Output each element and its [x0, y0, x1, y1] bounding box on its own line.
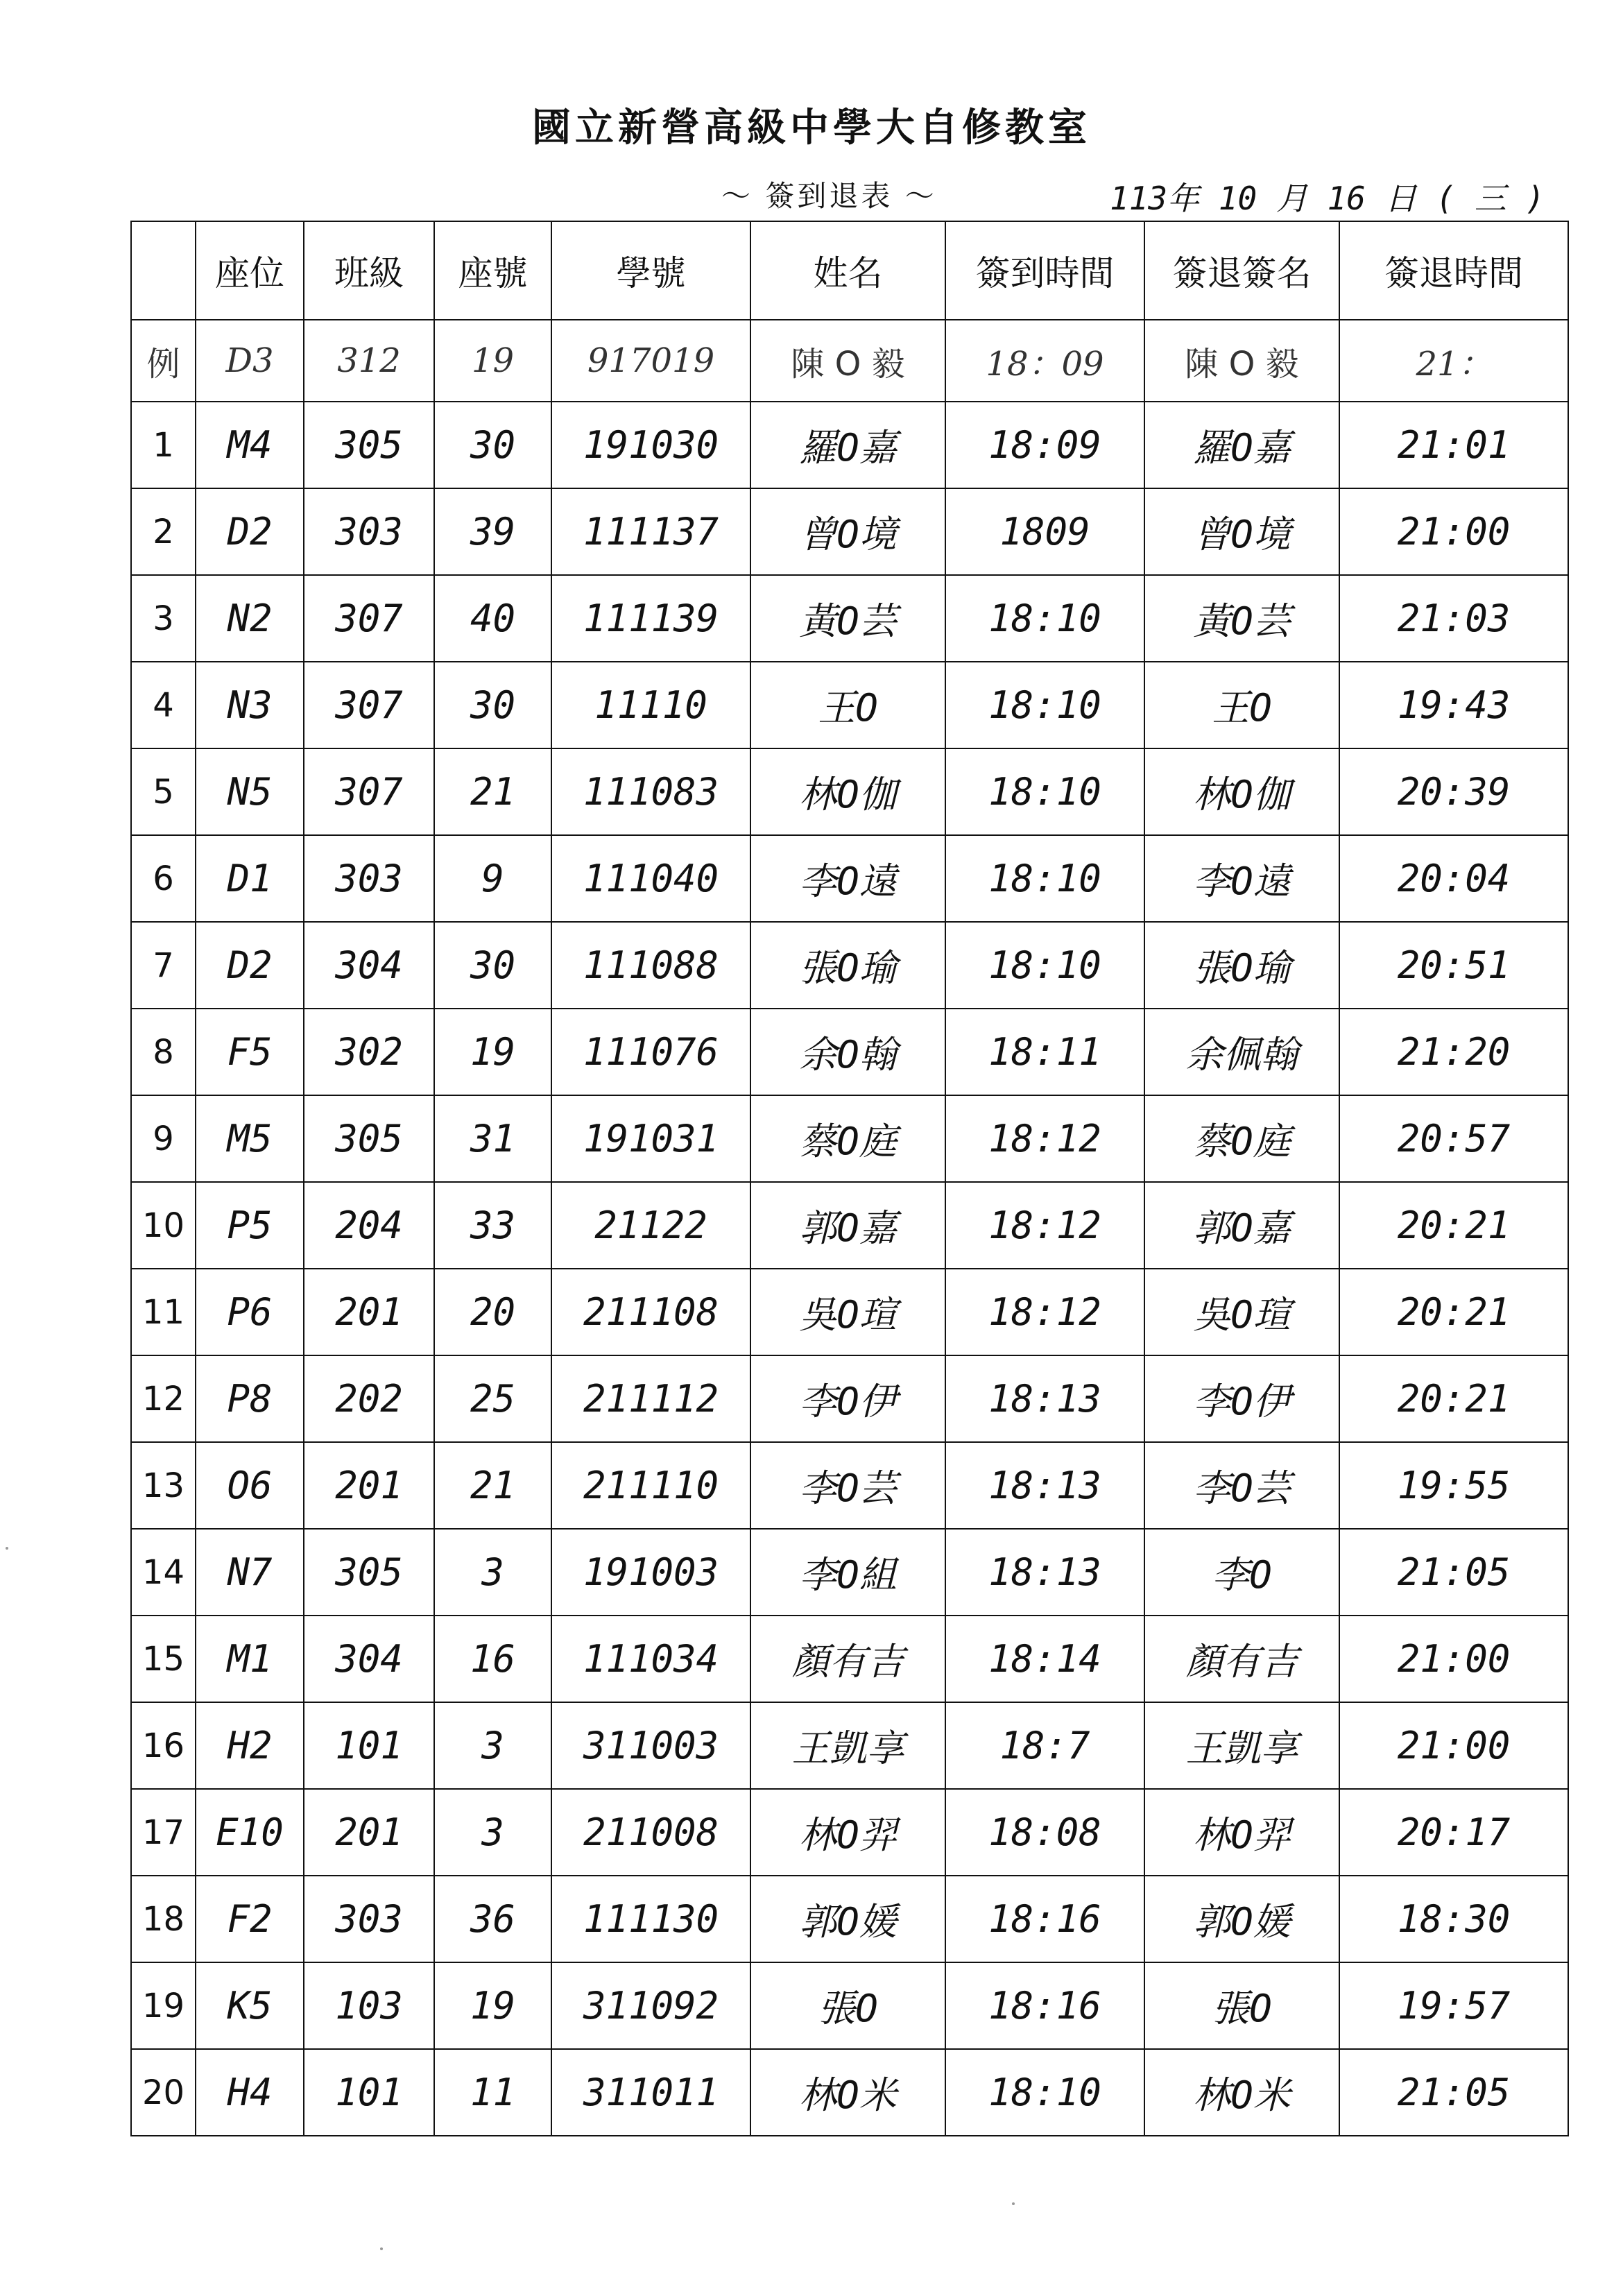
class-cell: 304	[304, 922, 434, 1009]
student-id-cell: 111137	[551, 488, 750, 575]
student-id-cell: 311003	[551, 1702, 750, 1789]
class-cell: 302	[304, 1009, 434, 1095]
sign-out-signature-cell: 余佩翰	[1144, 1009, 1339, 1095]
example-row	[131, 320, 1568, 402]
row-index: 16	[131, 1702, 196, 1789]
seat-cell: P8	[196, 1355, 304, 1442]
sign-in-time-cell: 18:13	[945, 1355, 1144, 1442]
sign-out-time-cell: 21:05	[1339, 1529, 1568, 1616]
header-student-id: 學號	[551, 221, 750, 320]
sign-in-time-cell: 18:16	[945, 1876, 1144, 1962]
table-row	[131, 1355, 1568, 1442]
form-subtitle: ～ 簽到退表 ～	[721, 179, 937, 213]
table-row	[131, 1702, 1568, 1789]
class-cell: 307	[304, 748, 434, 835]
seat-cell: N2	[196, 575, 304, 662]
row-index: 1	[131, 402, 196, 488]
sign-out-time-cell: 21:03	[1339, 575, 1568, 662]
seat-cell: E10	[196, 1789, 304, 1876]
student-id-cell: 111076	[551, 1009, 750, 1095]
seat-number-cell: 3	[434, 1529, 551, 1616]
seat-number-cell: 25	[434, 1355, 551, 1442]
sign-out-signature-cell: 李O	[1144, 1529, 1339, 1616]
row-index: 15	[131, 1616, 196, 1702]
class-cell: 307	[304, 575, 434, 662]
name-cell: 林O伽	[750, 748, 945, 835]
seat-cell: D2	[196, 922, 304, 1009]
seat-cell: D1	[196, 835, 304, 922]
student-id-cell: 311092	[551, 1962, 750, 2049]
header-sign-out-time: 簽退時間	[1339, 221, 1568, 320]
sign-out-time-cell: 21:00	[1339, 488, 1568, 575]
sign-out-time-cell: 20:51	[1339, 922, 1568, 1009]
name-cell: 林O米	[750, 2049, 945, 2136]
sign-out-signature-cell: 李O芸	[1144, 1442, 1339, 1529]
name-cell: 余O翰	[750, 1009, 945, 1095]
sign-out-time-cell: 20:21	[1339, 1355, 1568, 1442]
class-cell: 202	[304, 1355, 434, 1442]
seat-number-cell: 9	[434, 835, 551, 922]
header-seat-number: 座號	[434, 221, 551, 320]
row-index: 10	[131, 1182, 196, 1269]
sign-out-time-cell: 21:01	[1339, 402, 1568, 488]
sign-in-time-cell: 18:10	[945, 2049, 1144, 2136]
seat-number-cell: 3	[434, 1789, 551, 1876]
seat-number-cell: 19	[434, 1009, 551, 1095]
seat-number-cell: 20	[434, 1269, 551, 1355]
seat-cell: M5	[196, 1095, 304, 1182]
seat-cell: F5	[196, 1009, 304, 1095]
seat-number-cell: 39	[434, 488, 551, 575]
sign-out-signature-cell: 羅O嘉	[1144, 402, 1339, 488]
seat-number-cell: 16	[434, 1616, 551, 1702]
sign-out-signature-cell: 林O羿	[1144, 1789, 1339, 1876]
table-row	[131, 575, 1568, 662]
sign-out-time-cell: 21:00	[1339, 1616, 1568, 1702]
header-name: 姓名	[750, 221, 945, 320]
class-cell: 201	[304, 1442, 434, 1529]
seat-cell: H4	[196, 2049, 304, 2136]
student-id-cell: 211108	[551, 1269, 750, 1355]
class-cell: 201	[304, 1269, 434, 1355]
sign-out-time-cell: 21:00	[1339, 1702, 1568, 1789]
seat-cell: N3	[196, 662, 304, 748]
sign-out-signature-cell: 李O遠	[1144, 835, 1339, 922]
header-class: 班級	[304, 221, 434, 320]
seat-cell: M1	[196, 1616, 304, 1702]
table-row	[131, 922, 1568, 1009]
sign-out-signature-cell: 張O	[1144, 1962, 1339, 2049]
sign-out-time-cell: 19:43	[1339, 662, 1568, 748]
table-row	[131, 1182, 1568, 1269]
sign-out-signature-cell: 李O伊	[1144, 1355, 1339, 1442]
header-row	[131, 221, 1568, 320]
row-index: 19	[131, 1962, 196, 2049]
header-index	[131, 221, 196, 320]
sign-out-signature-cell: 郭O嘉	[1144, 1182, 1339, 1269]
table-row	[131, 835, 1568, 922]
sign-out-time-cell: 19:57	[1339, 1962, 1568, 2049]
row-index: 5	[131, 748, 196, 835]
student-id-cell: 11110	[551, 662, 750, 748]
table-row	[131, 1789, 1568, 1876]
example-seat-number: 19	[434, 320, 551, 402]
sign-in-time-cell: 18:08	[945, 1789, 1144, 1876]
sign-in-time-cell: 18:12	[945, 1269, 1144, 1355]
scan-speck	[380, 2247, 383, 2250]
class-cell: 304	[304, 1616, 434, 1702]
student-id-cell: 191030	[551, 402, 750, 488]
name-cell: 吳O瑄	[750, 1269, 945, 1355]
student-id-cell: 111083	[551, 748, 750, 835]
sign-out-signature-cell: 王O	[1144, 662, 1339, 748]
seat-cell: K5	[196, 1962, 304, 2049]
example-seat: D3	[196, 320, 304, 402]
class-cell: 101	[304, 2049, 434, 2136]
sign-out-signature-cell: 張O瑜	[1144, 922, 1339, 1009]
row-index: 14	[131, 1529, 196, 1616]
table-row	[131, 1529, 1568, 1616]
seat-cell: F2	[196, 1876, 304, 1962]
class-cell: 204	[304, 1182, 434, 1269]
example-sign-in-time: 18：09	[945, 320, 1144, 402]
sign-out-time-cell: 20:21	[1339, 1269, 1568, 1355]
sign-out-signature-cell: 王凱享	[1144, 1702, 1339, 1789]
table-row	[131, 2049, 1568, 2136]
name-cell: 李O芸	[750, 1442, 945, 1529]
student-id-cell: 311011	[551, 2049, 750, 2136]
class-cell: 307	[304, 662, 434, 748]
sign-out-time-cell: 20:21	[1339, 1182, 1568, 1269]
seat-number-cell: 19	[434, 1962, 551, 2049]
scan-speck	[6, 1547, 8, 1550]
sign-out-time-cell: 20:57	[1339, 1095, 1568, 1182]
class-cell: 303	[304, 488, 434, 575]
example-sign-out-signature: 陳 O 毅	[1144, 320, 1339, 402]
student-id-cell: 111040	[551, 835, 750, 922]
sign-in-time-cell: 18:10	[945, 748, 1144, 835]
scan-speck	[1012, 2202, 1015, 2205]
sign-in-time-cell: 1809	[945, 488, 1144, 575]
sign-out-signature-cell: 郭O媛	[1144, 1876, 1339, 1962]
row-index: 3	[131, 575, 196, 662]
student-id-cell: 211008	[551, 1789, 750, 1876]
sign-in-time-cell: 18:13	[945, 1529, 1144, 1616]
name-cell: 林O羿	[750, 1789, 945, 1876]
sign-out-signature-cell: 曾O境	[1144, 488, 1339, 575]
sign-in-time-cell: 18:12	[945, 1095, 1144, 1182]
class-cell: 305	[304, 402, 434, 488]
sign-in-time-cell: 18:10	[945, 922, 1144, 1009]
example-class: 312	[304, 320, 434, 402]
seat-number-cell: 21	[434, 748, 551, 835]
row-index: 12	[131, 1355, 196, 1442]
class-cell: 305	[304, 1095, 434, 1182]
header-sign-out-signature: 簽退簽名	[1144, 221, 1339, 320]
student-id-cell: 111139	[551, 575, 750, 662]
sign-in-time-cell: 18:09	[945, 402, 1144, 488]
sign-out-signature-cell: 林O伽	[1144, 748, 1339, 835]
class-cell: 201	[304, 1789, 434, 1876]
student-id-cell: 21122	[551, 1182, 750, 1269]
header-sign-in-time: 簽到時間	[945, 221, 1144, 320]
student-id-cell: 191003	[551, 1529, 750, 1616]
seat-number-cell: 30	[434, 662, 551, 748]
row-index: 7	[131, 922, 196, 1009]
seat-cell: H2	[196, 1702, 304, 1789]
row-index: 18	[131, 1876, 196, 1962]
sign-in-time-cell: 18:10	[945, 662, 1144, 748]
table-row	[131, 748, 1568, 835]
student-id-cell: 111130	[551, 1876, 750, 1962]
sign-out-signature-cell: 顏有吉	[1144, 1616, 1339, 1702]
student-id-cell: 111034	[551, 1616, 750, 1702]
table-row	[131, 402, 1568, 488]
name-cell: 李O伊	[750, 1355, 945, 1442]
seat-number-cell: 36	[434, 1876, 551, 1962]
sign-out-time-cell: 19:55	[1339, 1442, 1568, 1529]
sign-in-time-cell: 18:13	[945, 1442, 1144, 1529]
sign-in-time-cell: 18:10	[945, 835, 1144, 922]
sign-out-signature-cell: 黃O芸	[1144, 575, 1339, 662]
seat-number-cell: 11	[434, 2049, 551, 2136]
row-index: 20	[131, 2049, 196, 2136]
class-cell: 305	[304, 1529, 434, 1616]
table-row	[131, 1095, 1568, 1182]
student-id-cell: 111088	[551, 922, 750, 1009]
sign-out-time-cell: 21:20	[1339, 1009, 1568, 1095]
seat-cell: D2	[196, 488, 304, 575]
example-label: 例	[131, 320, 196, 402]
class-cell: 303	[304, 835, 434, 922]
student-id-cell: 191031	[551, 1095, 750, 1182]
seat-cell: N7	[196, 1529, 304, 1616]
name-cell: 李O遠	[750, 835, 945, 922]
seat-cell: P5	[196, 1182, 304, 1269]
example-name: 陳 O 毅	[750, 320, 945, 402]
table-row	[131, 1269, 1568, 1355]
row-index: 4	[131, 662, 196, 748]
seat-cell: P6	[196, 1269, 304, 1355]
student-id-cell: 211110	[551, 1442, 750, 1529]
table-row	[131, 1442, 1568, 1529]
example-student-id: 917019	[551, 320, 750, 402]
name-cell: 顏有吉	[750, 1616, 945, 1702]
sign-in-time-cell: 18:14	[945, 1616, 1144, 1702]
seat-number-cell: 21	[434, 1442, 551, 1529]
sign-out-time-cell: 20:17	[1339, 1789, 1568, 1876]
sign-out-time-cell: 21:05	[1339, 2049, 1568, 2136]
row-index: 13	[131, 1442, 196, 1529]
name-cell: 李O組	[750, 1529, 945, 1616]
sign-out-time-cell: 20:39	[1339, 748, 1568, 835]
name-cell: 郭O嘉	[750, 1182, 945, 1269]
table-row	[131, 1962, 1568, 2049]
row-index: 6	[131, 835, 196, 922]
class-cell: 103	[304, 1962, 434, 2049]
form-date: 113年 10 月 16 日 ( 三 )	[1110, 180, 1545, 217]
name-cell: 張O	[750, 1962, 945, 2049]
class-cell: 101	[304, 1702, 434, 1789]
example-sign-out-time: 21：	[1339, 320, 1568, 402]
page-title: 國立新營高級中學大自修教室	[532, 105, 1091, 151]
sign-out-time-cell: 18:30	[1339, 1876, 1568, 1962]
sign-in-time-cell: 18:7	[945, 1702, 1144, 1789]
table-row	[131, 1009, 1568, 1095]
name-cell: 王O	[750, 662, 945, 748]
seat-number-cell: 3	[434, 1702, 551, 1789]
row-index: 11	[131, 1269, 196, 1355]
seat-number-cell: 40	[434, 575, 551, 662]
table-row	[131, 662, 1568, 748]
table-row	[131, 1876, 1568, 1962]
table-row	[131, 488, 1568, 575]
sign-out-signature-cell: 吳O瑄	[1144, 1269, 1339, 1355]
row-index: 8	[131, 1009, 196, 1095]
name-cell: 羅O嘉	[750, 402, 945, 488]
sign-in-time-cell: 18:16	[945, 1962, 1144, 2049]
sign-in-time-cell: 18:11	[945, 1009, 1144, 1095]
seat-cell: M4	[196, 402, 304, 488]
name-cell: 張O瑜	[750, 922, 945, 1009]
seat-number-cell: 30	[434, 402, 551, 488]
row-index: 2	[131, 488, 196, 575]
sign-in-table	[130, 221, 1569, 2136]
sign-in-time-cell: 18:10	[945, 575, 1144, 662]
sign-in-time-cell: 18:12	[945, 1182, 1144, 1269]
seat-cell: O6	[196, 1442, 304, 1529]
name-cell: 黃O芸	[750, 575, 945, 662]
sign-out-time-cell: 20:04	[1339, 835, 1568, 922]
sign-out-signature-cell: 蔡O庭	[1144, 1095, 1339, 1182]
student-id-cell: 211112	[551, 1355, 750, 1442]
row-index: 17	[131, 1789, 196, 1876]
name-cell: 王凱享	[750, 1702, 945, 1789]
name-cell: 郭O媛	[750, 1876, 945, 1962]
table-row	[131, 1616, 1568, 1702]
sign-out-signature-cell: 林O米	[1144, 2049, 1339, 2136]
name-cell: 曾O境	[750, 488, 945, 575]
class-cell: 303	[304, 1876, 434, 1962]
header-seat: 座位	[196, 221, 304, 320]
row-index: 9	[131, 1095, 196, 1182]
name-cell: 蔡O庭	[750, 1095, 945, 1182]
seat-number-cell: 30	[434, 922, 551, 1009]
seat-number-cell: 31	[434, 1095, 551, 1182]
seat-number-cell: 33	[434, 1182, 551, 1269]
seat-cell: N5	[196, 748, 304, 835]
